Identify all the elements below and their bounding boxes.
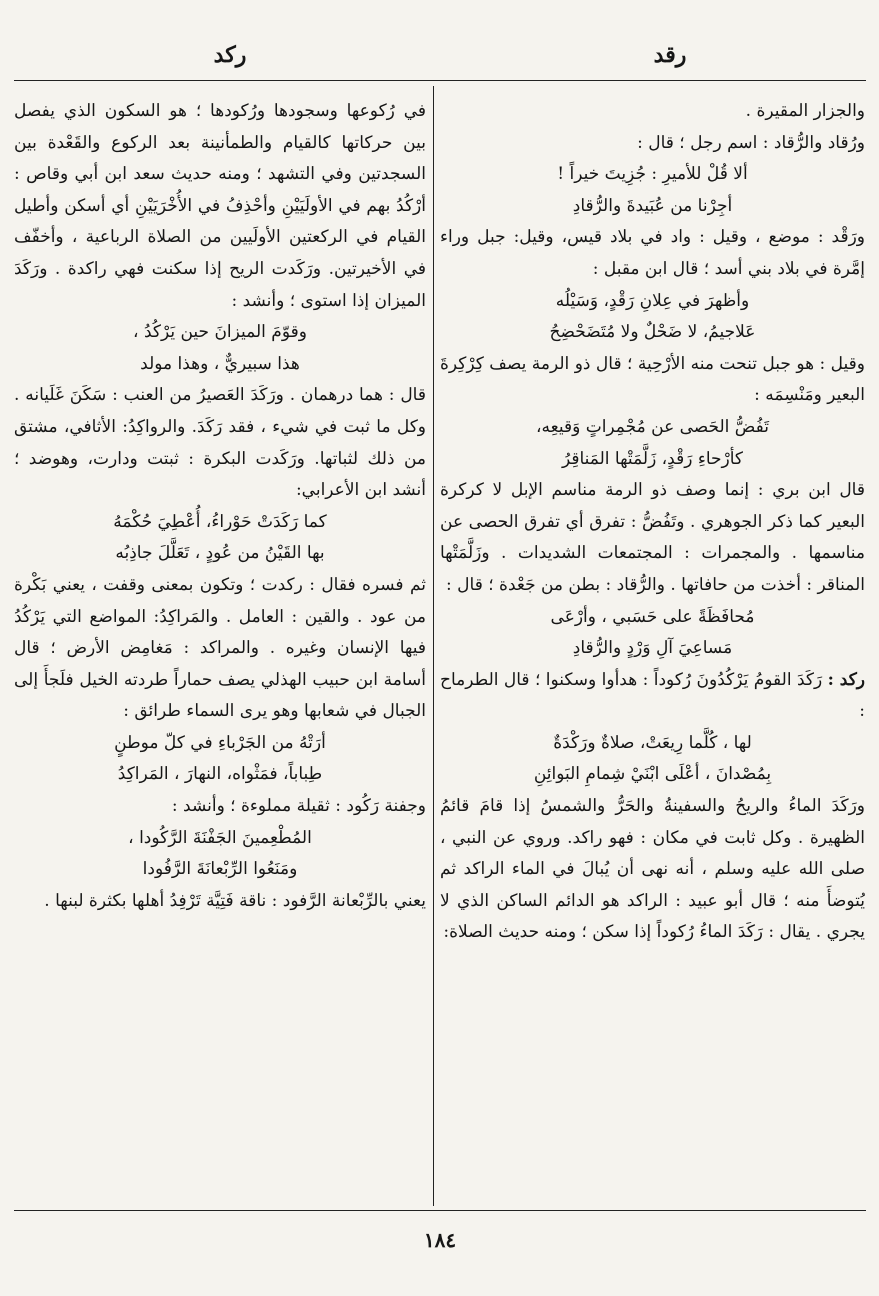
verse-line: مُحافَظَةً على حَسَبي ، وأرْعَى <box>550 606 755 627</box>
verse-line: المُطْعِمينَ الجَفْنَةَ الرَّكُودا ، <box>128 827 312 848</box>
text-paragraph: وقيل : هو جبل تنحت منه الأرْحِية ؛ قال ذو الرمة يصف كِرْكِرةَ البعير ومَنْسِمَه : <box>440 353 865 406</box>
text-paragraph: قال : هما درهمان . ورَكَدَ العَصيرُ من العنب : سَكَنَ غَلَيانه . وكل ما ثبت في شيء ، فقد رَكَدَ. والرواكِدُ: الأثافي، مشتق من ذلك لثباتها. ورَكَدت البكرة : ثبتت ودارت، وهوضد ؛ أنشد ابن الأعرابي: <box>14 385 426 501</box>
verse-line: لها ، كُلَّما رِيعَتْ، صلاةٌ ورَكْدَةٌ <box>553 732 752 753</box>
text-paragraph: وجفنة رَكُود : ثقيلة مملوءة ؛ وأنشد : <box>171 796 426 817</box>
verse-line: ألا قُلْ للأميرِ : جُزِيتَ خيراً ! <box>557 164 748 185</box>
text-paragraph: والجزار المقيرة . <box>745 101 865 121</box>
text-paragraph: ثم فسره فقال : ركدت ؛ وتكون بمعنى وقفت ، يعني بَكْرة من عود . والقين : العامل . والمَراكِدُ: المواضع التي يَرْكُدُ فيها الإنسان وغيره . والمراكد : مَغامِض الأرض ؛ قال أسامة ابن حبيب الهذلي يصف حماراً طردته الخيل فلَجأَ إلى الجبال في شعابها وهو يرى السماء طرائق : <box>14 574 426 722</box>
text-paragraph: ورُقاد والرُّقاد : اسم رجل ؛ قال : <box>637 132 865 153</box>
text-paragraph: ورَكَدَ الماءُ والريحُ والسفينةُ والحَرُّ والشمسُ إذا قامَ قائمُ الظهيرة . وكل ثابت في مكان : فهو راكد. وروي عن النبي ، صلى الله عليه وسلم ، أنه نهى أن يُبالَ في الماء الراكد ثم يُتوضأَ منه ؛ قال أبو عبيد : الراكد هو الدائم الساكن الذي لا يجري . يقال : رَكَدَ الماءُ رُكوداً إذا سكن ؛ ومنه حديث الصلاة: <box>440 796 865 943</box>
entry-headword: ركد : <box>827 669 865 690</box>
verse-line: هذا سبيريٌّ ، وهذا مولد <box>140 353 300 374</box>
left-column <box>14 96 426 1204</box>
verse-line: وقوّمَ الميزانَ حين يَرْكُدُ ، <box>133 322 307 343</box>
left-running-headword: ركد <box>213 42 247 68</box>
verse-line: كما رَكَدَتْ حَوْراءُ، أُعْطِيَ حُكْمَهُ <box>113 511 327 532</box>
verse-line: بها القَيْنُ من عُودٍ ، تَعَلَّلَ جاذِبُه <box>115 543 325 564</box>
verse-line: كأرْحاءِ رَقْدٍ، زَلَّمَتْها المَناقِرُ <box>561 448 744 469</box>
text-paragraph: في رُكوعها وسجودها ورُكودها ؛ هو السكون الذي يفصل بين حركاتها كالقيام والطمأنينة بعد الركوع والقَعْدة بين السجدتين وفي التشهد ؛ ومنه حديث سعد ابن أبي وقاص : أرْكُدُ بهم في الأولَيَيْنِ وأحْذِفُ في الأُخْرَيَيْنِ أي أسكن وأطيل القيام في الركعتين الأولَيين من الصلاة الرباعية ، وأخفّف في الأخيرتين. ورَكَدت الريح إذا سكنت فهي راكدة . ورَكَدَ الميزان إذا استوى ؛ وأنشد : <box>14 101 426 311</box>
top-rule <box>14 80 866 81</box>
verse-line: مَساعِيَ آلِ وَرْدٍ والرُّقادِ <box>572 638 733 659</box>
verse-line: طِباباً، فمَثْواه، النهارَ ، المَراكِدُ <box>117 764 323 785</box>
text-paragraph: يعني بالرِّبْعانة الرَّفود : ناقة فَتِيَّة تَرْفِدُ أهلها بكثرة لبنها . <box>44 890 426 911</box>
column-divider <box>433 86 434 1206</box>
text-paragraph: قال ابن بري : إنما وصف ذو الرمة مناسم الإبل لا كركرة البعير كما ذكر الجوهري . وتَفُضُّ : تفرق أي تفرق الحصى عن مناسمها . والمجمرات : المجتمعات الشديدات . وزَلَّمَتْها المناقر : أخذت من حافاتها . والرُّقاد : بطن من جَعْدة ؛ قال : <box>440 480 865 595</box>
verse-line: بِمُصْدانَ ، أعْلَى ابْنَيْ شِمامِ البَوائِنِ <box>533 764 772 785</box>
right-column <box>440 96 865 1204</box>
right-running-headword: رقد <box>653 42 687 68</box>
verse-line: ومَنَعُوا الرِّبْعانَةَ الرَّفُودا <box>142 859 298 880</box>
text-paragraph: ورَقْد : موضع ، وقيل : واد في بلاد قيس، وقيل: جبل وراء إمَّرة في بلاد بني أسد ؛ قال ابن مقبل : <box>440 227 865 279</box>
bottom-rule <box>14 1210 866 1211</box>
verse-line: أرَتْهُ من الجَرْباءِ في كلّ موطنٍ <box>114 732 326 753</box>
verse-line: عَلاجيمُ، لا ضَحْلٌ ولا مُتَضَحْضِحُ <box>549 322 756 343</box>
entry-text: رَكَدَ القومُ يَرْكُدُونَ رُكوداً : هدأوا وسكنوا ؛ قال الطرماح : <box>440 669 865 722</box>
entry-paragraph <box>440 665 865 728</box>
verse-line: أجِرْنا من عُبَيدةَ والرُّقادِ <box>572 195 733 216</box>
verse-line: تَفُضُّ الحَصى عن مُجْمِراتٍ وَقيعِه، <box>536 416 769 437</box>
verse-line: وأظهرَ في عِلانِ رَقْدٍ، وَسَيْلُه <box>555 290 750 311</box>
page-number: ١٨٤ <box>423 1228 457 1252</box>
